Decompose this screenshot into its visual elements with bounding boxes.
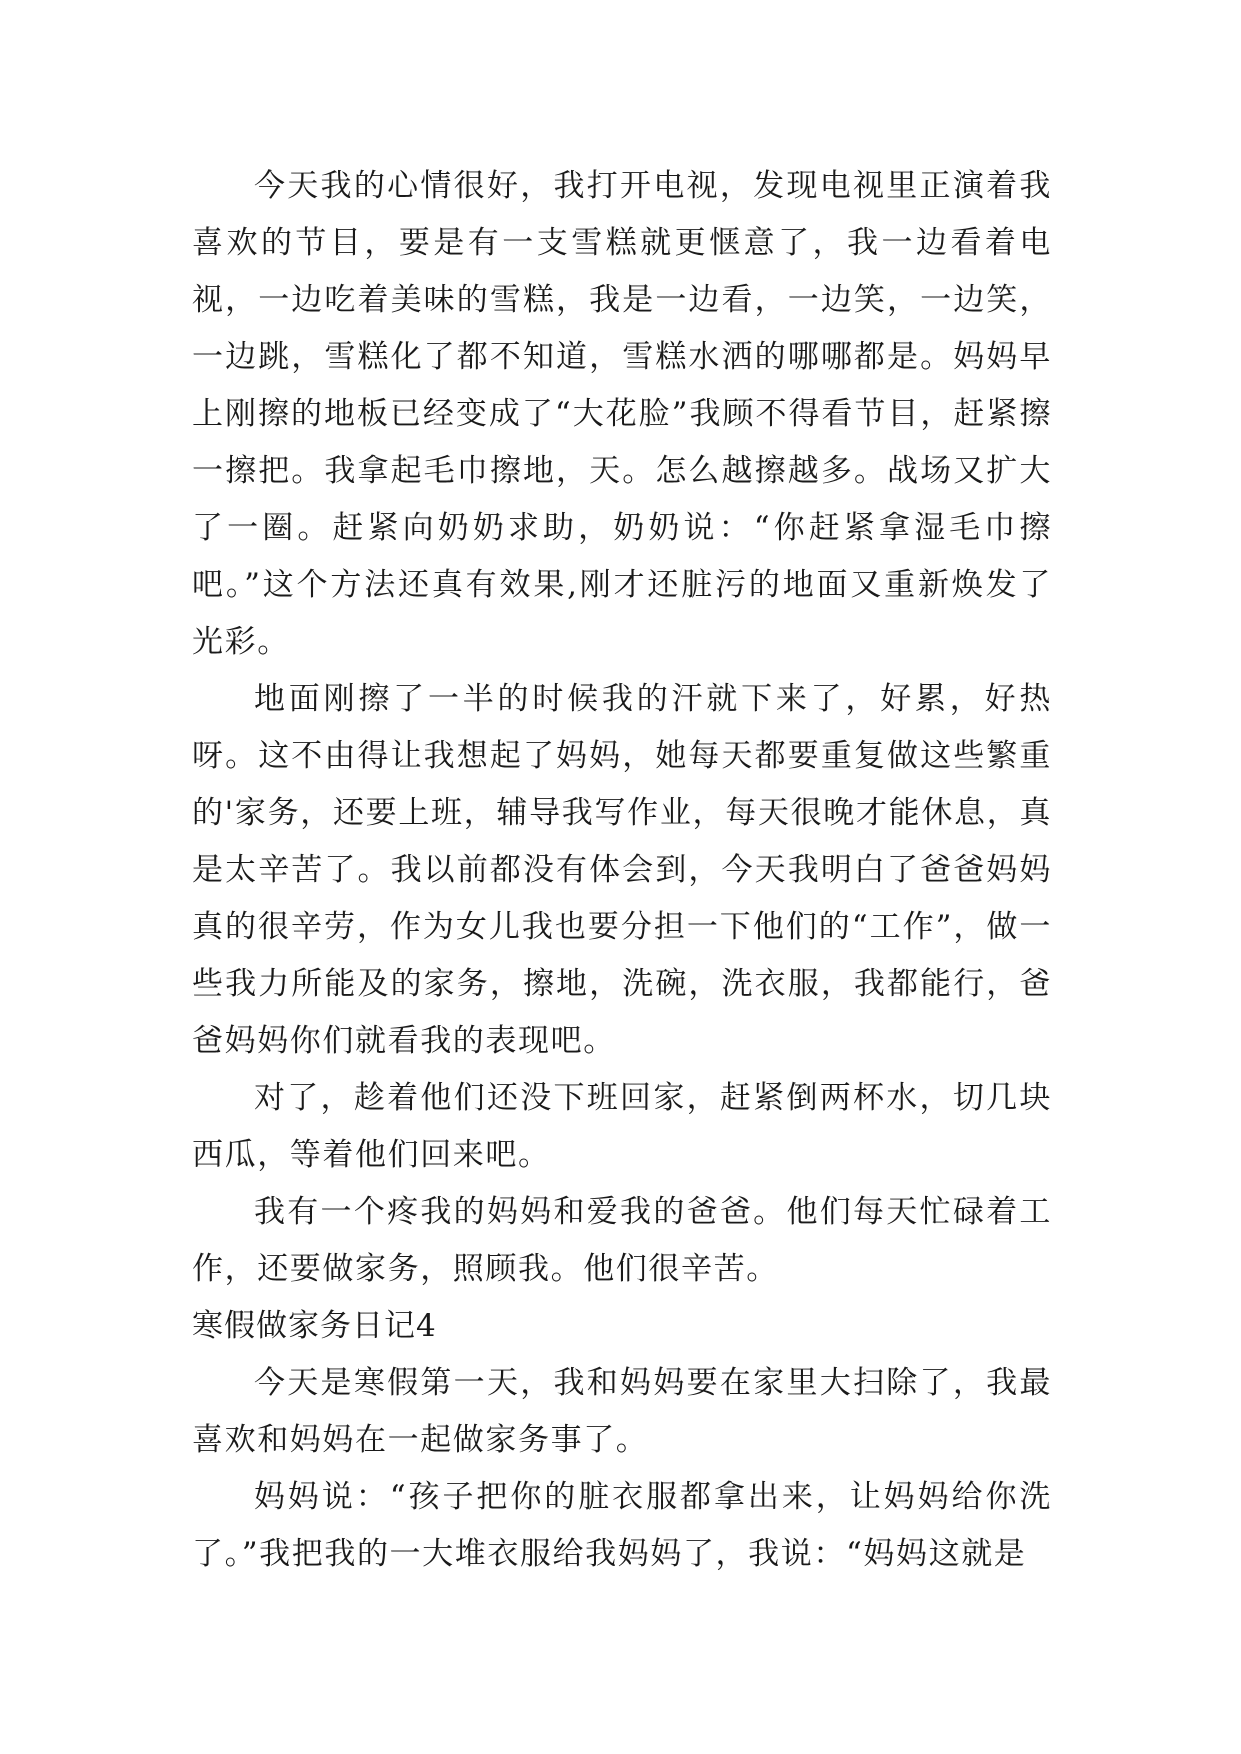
document-body	[192, 158, 1052, 1583]
paragraph-laundry: 妈妈说：“孩子把你的脏衣服都拿出来，让妈妈给你洗了。”我把我的一大堆衣服给我妈妈了，我说：“妈妈这就是	[192, 1479, 1052, 1572]
paragraph-ice-cream: 今天我的心情很好，我打开电视，发现电视里正演着我喜欢的节目，要是有一支雪糕就更惬意了，我一边看着电视，一边吃着美味的雪糕，我是一边看，一边笑，一边笑，一边跳，雪糕化了都不知道，雪糕水洒的哪哪都是。妈妈早上刚擦的地板已经变成了“大花脸”我顾不得看节目，赶紧擦一擦把。我拿起毛巾擦地，天。怎么越擦越多。战场又扩大了一圈。赶紧向奶奶求助，奶奶说：“你赶紧拿湿毛巾擦吧。”这个方法还真有效果,刚才还脏污的地面又重新焕发了光彩。	[192, 168, 1052, 660]
paragraph-mom-housework: 地面刚擦了一半的时候我的汗就下来了，好累，好热呀。这不由得让我想起了妈妈，她每天都要重复做这些繁重的'家务，还要上班，辅导我写作业，每天很晚才能休息，真是太辛苦了。我以前都没有体会到，今天我明白了爸爸妈妈真的很辛劳，作为女儿我也要分担一下他们的“工作”，做一些我力所能及的家务，擦地，洗碗，洗衣服，我都能行，爸爸妈妈你们就看我的表现吧。	[192, 681, 1052, 1059]
paragraph-cleaning-day: 今天是寒假第一天，我和妈妈要在家里大扫除了，我最喜欢和妈妈在一起做家务事了。	[192, 1365, 1052, 1458]
paragraph-parents: 我有一个疼我的妈妈和爱我的爸爸。他们每天忙碌着工作，还要做家务，照顾我。他们很辛苦。	[192, 1194, 1052, 1287]
section-title: 寒假做家务日记4	[192, 1308, 437, 1344]
paragraph-watermelon: 对了，趁着他们还没下班回家，赶紧倒两杯水，切几块西瓜，等着他们回来吧。	[192, 1080, 1052, 1173]
